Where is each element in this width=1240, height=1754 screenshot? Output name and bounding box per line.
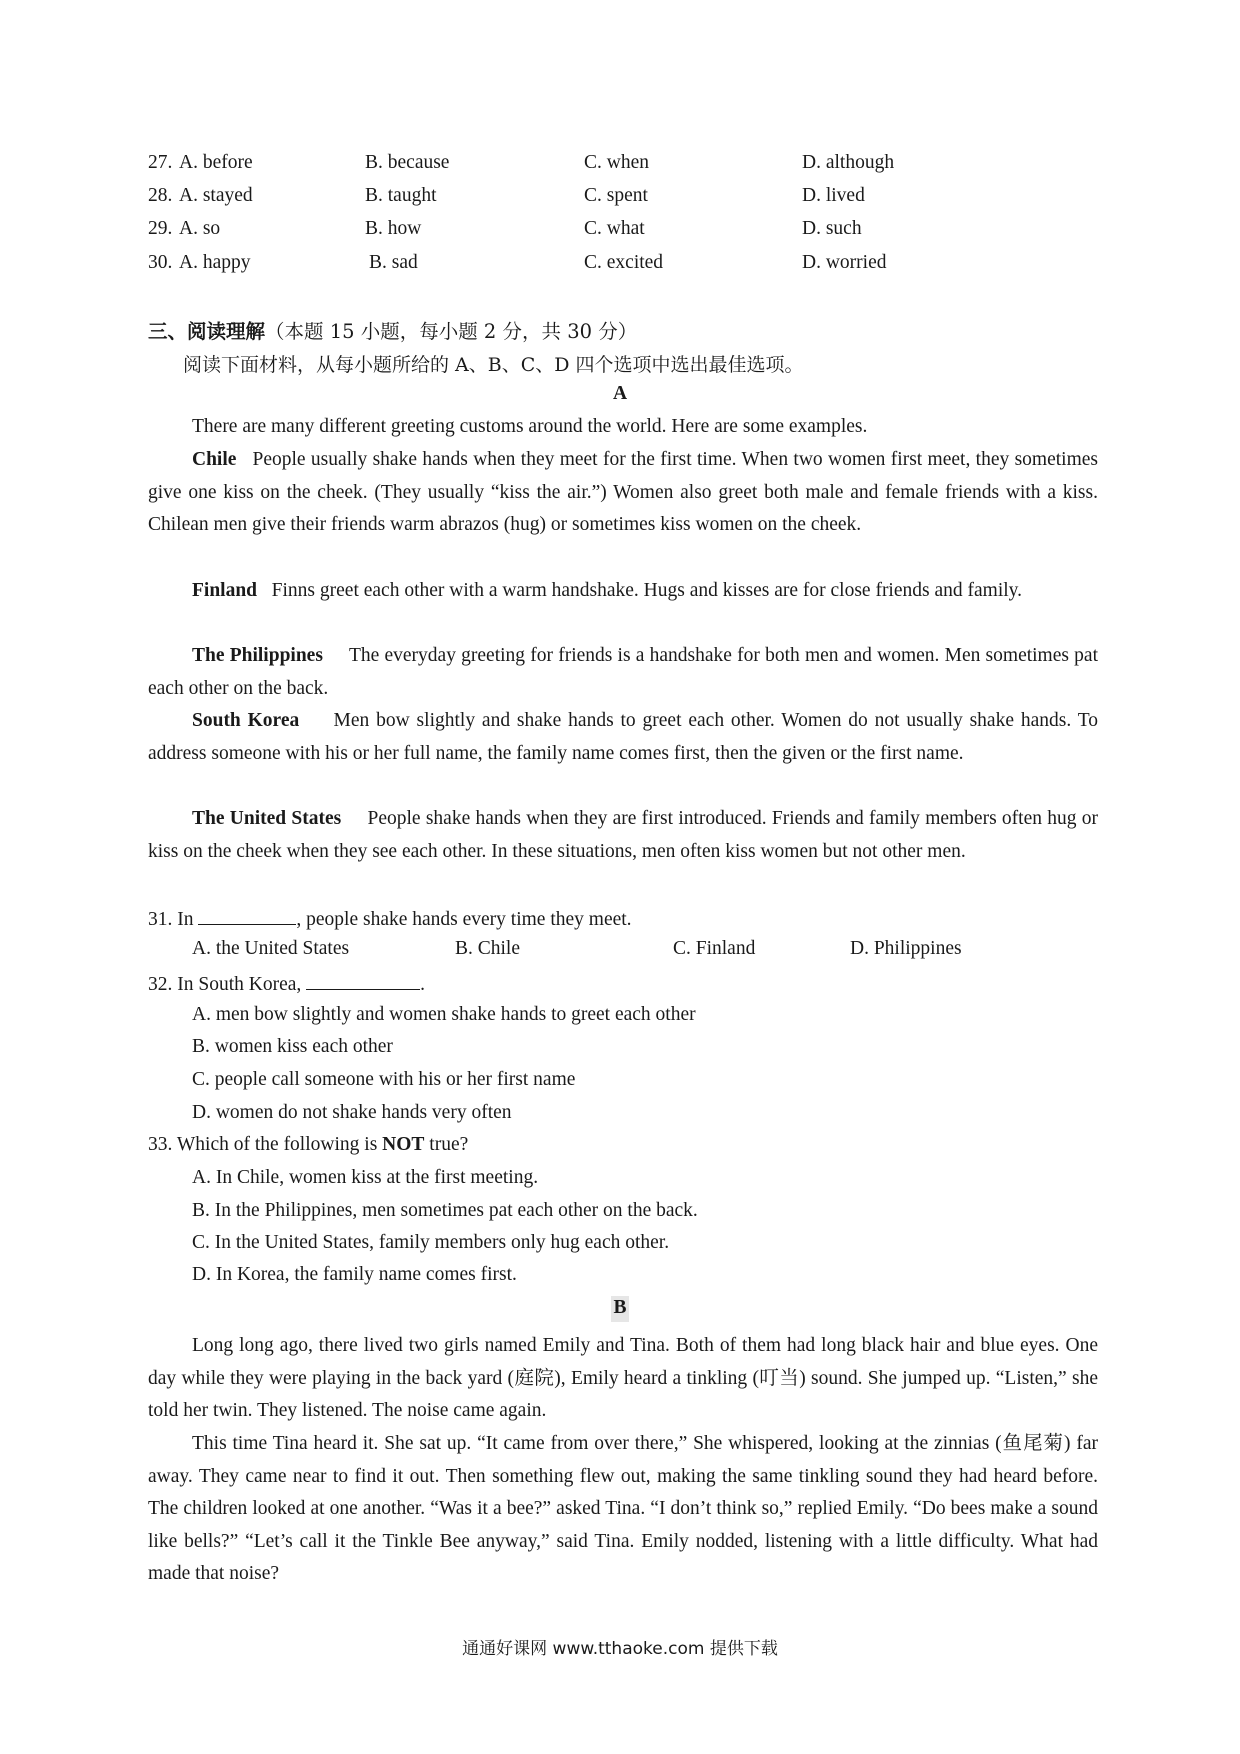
option-number: 29. bbox=[148, 218, 173, 239]
passage-a-intro: There are many different greeting customs around the world. Here are some examples. bbox=[192, 416, 868, 437]
question-33-emphasis: NOT bbox=[382, 1134, 425, 1155]
question-32-option-d: D. women do not shake hands very often bbox=[192, 1102, 512, 1123]
option-a: A. stayed bbox=[179, 185, 253, 206]
question-31 bbox=[148, 906, 632, 931]
passage-a-philippines bbox=[148, 640, 1098, 705]
us-label: The United States bbox=[192, 808, 342, 829]
option-b: B. sad bbox=[369, 252, 418, 273]
section-heading bbox=[148, 316, 637, 344]
question-33 bbox=[148, 1134, 468, 1156]
passage-b-letter: B bbox=[613, 1297, 627, 1318]
question-32-stem-start: 32. In South Korea, bbox=[148, 974, 302, 995]
option-d: D. although bbox=[802, 152, 895, 173]
option-d: D. worried bbox=[802, 252, 887, 273]
chile-label: Chile bbox=[192, 449, 237, 470]
question-33-option-a: A. In Chile, women kiss at the first meeting. bbox=[192, 1167, 539, 1188]
option-row-30 bbox=[148, 252, 1108, 284]
question-33-option-c: C. In the United States, family members only hug each other. bbox=[192, 1232, 670, 1253]
chile-text: People usually shake hands when they meet for the first time. When two women first meet, they sometimes give one kiss on the cheek. (They usually “kiss the air.”) Women also greet both male and female friends with a kiss. Chilean men give their friends warm abrazos (hug) or sometimes kiss women on the cheek. bbox=[148, 449, 1099, 536]
question-33-stem-start: 33. Which of the following is bbox=[148, 1134, 378, 1155]
option-d: D. lived bbox=[802, 185, 865, 206]
option-number: 30. bbox=[148, 252, 173, 273]
option-b: B. how bbox=[365, 218, 422, 239]
option-number: 27. bbox=[148, 152, 173, 173]
answer-blank bbox=[306, 971, 420, 990]
passage-b-paragraph-1: Long long ago, there lived two girls named Emily and Tina. Both of them had long black hair and blue eyes. One day while they were playing in the back yard (庭院), Emily heard a tinkling (叮当) sound. She jumped up. “Listen,” she told her twin. They listened. The noise came again. bbox=[148, 1335, 1098, 1422]
question-31-stem-start: 31. In bbox=[148, 909, 194, 930]
question-32 bbox=[148, 971, 425, 996]
option-row-28 bbox=[148, 185, 1108, 217]
page-footer: 通通好课网 www.tthaoke.com 提供下载 bbox=[462, 1639, 778, 1659]
passage-a-korea bbox=[148, 705, 1098, 770]
passage-b-paragraph-2: This time Tina heard it. She sat up. “It came from over there,” She whispered, looking at the zinnias (鱼尾菊) far away. They came near to find it out. Then something flew out, making the same tinkling sound they had heard before. The children looked at one another. “Was it a bee?” asked Tina. “I don’t think so,” replied Emily. “Do bees make a sound like bells?” “Let’s call it the Tinkle Bee anyway,” said Tina. Emily nodded, listening with a little difficulty. What had made that noise? bbox=[148, 1433, 1098, 1585]
question-31-option-d: D. Philippines bbox=[850, 938, 962, 959]
option-b: B. because bbox=[365, 152, 450, 173]
option-a: A. so bbox=[179, 218, 221, 239]
passage-a-us bbox=[148, 803, 1098, 868]
section-note: （本题 15 小题，每小题 2 分，共 30 分） bbox=[265, 320, 638, 343]
question-31-option-a: A. the United States bbox=[192, 938, 350, 959]
question-31-option-b: B. Chile bbox=[455, 938, 521, 959]
option-row-29 bbox=[148, 218, 1108, 250]
option-c: C. spent bbox=[584, 185, 648, 206]
passage-a-chile bbox=[148, 444, 1098, 542]
question-33-option-d: D. In Korea, the family name comes first. bbox=[192, 1264, 517, 1285]
option-number: 28. bbox=[148, 185, 173, 206]
question-31-stem-end: , people shake hands every time they meet. bbox=[296, 909, 632, 930]
answer-blank bbox=[198, 906, 296, 925]
option-c: C. when bbox=[584, 152, 649, 173]
question-33-stem-end: true? bbox=[429, 1134, 469, 1155]
philippines-text: The everyday greeting for friends is a handshake for both men and women. Men sometimes pat each other on the back. bbox=[148, 645, 1098, 699]
passage-a-finland bbox=[148, 575, 1098, 608]
us-text: People shake hands when they are first introduced. Friends and family members often hug or kiss on the cheek when they see each other. In these situations, men often kiss women but not other men. bbox=[148, 808, 1099, 862]
option-a: A. happy bbox=[179, 252, 251, 273]
korea-text: Men bow slightly and shake hands to greet each other. Women do not usually shake hands. To address someone with his or her full name, the family name comes first, then the given or the first name. bbox=[148, 710, 1099, 764]
option-row-27 bbox=[148, 152, 1108, 184]
option-a: A. before bbox=[179, 152, 253, 173]
passage-a-letter: A bbox=[612, 383, 628, 404]
section-instruction: 阅读下面材料，从每小题所给的 A、B、C、D 四个选项中选出最佳选项。 bbox=[183, 354, 804, 376]
option-c: C. excited bbox=[584, 252, 664, 273]
option-b: B. taught bbox=[365, 185, 437, 206]
question-31-option-c: C. Finland bbox=[673, 938, 756, 959]
finland-label: Finland bbox=[192, 580, 258, 601]
korea-label: South Korea bbox=[192, 710, 300, 731]
philippines-label: The Philippines bbox=[192, 645, 323, 666]
question-32-option-b: B. women kiss each other bbox=[192, 1036, 393, 1057]
option-d: D. such bbox=[802, 218, 862, 239]
finland-text: Finns greet each other with a warm handshake. Hugs and kisses are for close friends and family. bbox=[271, 580, 1023, 601]
question-32-stem-end: . bbox=[420, 974, 426, 995]
section-title: 三、阅读理解 bbox=[148, 320, 266, 343]
question-32-option-c: C. people call someone with his or her first name bbox=[192, 1069, 576, 1090]
option-c: C. what bbox=[584, 218, 645, 239]
question-33-option-b: B. In the Philippines, men sometimes pat each other on the back. bbox=[192, 1200, 698, 1221]
question-32-option-a: A. men bow slightly and women shake hands to greet each other bbox=[192, 1004, 696, 1025]
